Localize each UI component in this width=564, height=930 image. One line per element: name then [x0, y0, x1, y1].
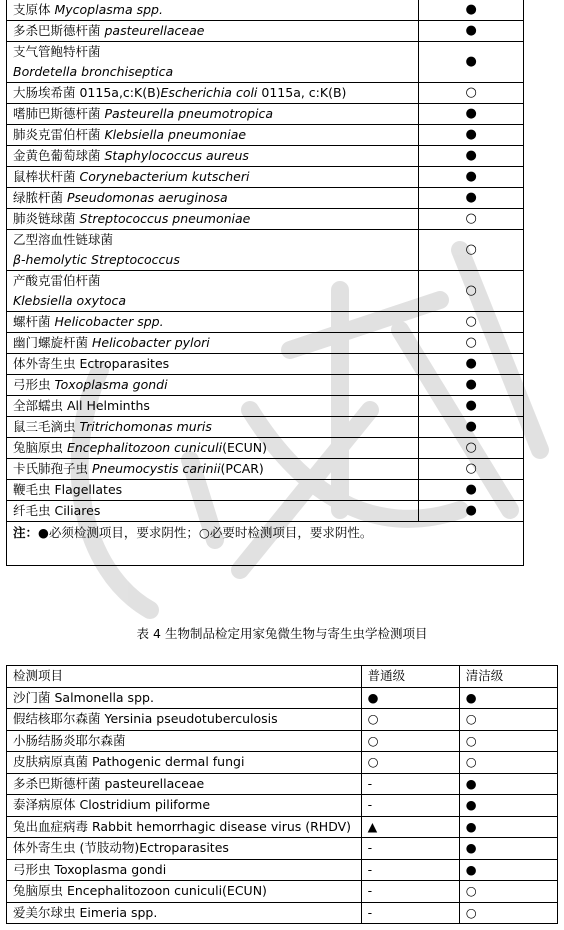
table-row	[7, 209, 524, 230]
chinese-name: 产酸克雷伯杆菌	[13, 273, 101, 288]
table-row	[7, 354, 524, 375]
clean-grade-mark: ○	[459, 730, 557, 752]
name-suffix: (PCAR)	[220, 461, 264, 476]
ordinary-grade-mark: -	[361, 859, 459, 881]
table-row	[7, 795, 558, 817]
table-row	[7, 709, 558, 731]
table-row	[7, 687, 558, 709]
table3-note	[7, 522, 524, 566]
test-item: 沙门菌 Salmonella spp.	[7, 687, 362, 709]
organism-name	[7, 396, 419, 417]
latin-name: Pasteurella pneumotropica	[104, 106, 274, 121]
requirement-mark: ○	[419, 459, 524, 480]
requirement-mark: ○	[419, 230, 524, 271]
organism-name	[7, 480, 419, 501]
organism-name	[7, 459, 419, 480]
table4-header-row	[7, 666, 558, 688]
requirement-mark: ●	[419, 0, 524, 21]
latin-name: Pseudomonas aeruginosa	[66, 190, 228, 205]
organism-name	[7, 42, 419, 83]
chinese-name: 多杀巴斯德杆菌	[13, 23, 105, 38]
chinese-name: 嗜肺巴斯德杆菌	[13, 106, 105, 121]
requirement-mark: ●	[419, 417, 524, 438]
latin-name: Staphylococcus aureus	[104, 148, 249, 163]
chinese-name: 大肠埃希菌 0115a,c:K(B)	[13, 85, 161, 100]
clean-grade-mark: ●	[459, 859, 557, 881]
clean-grade-mark: ○	[459, 902, 557, 924]
requirement-mark: ○	[419, 312, 524, 333]
chinese-name: 支原体	[13, 2, 55, 17]
table3-note-row	[7, 522, 524, 566]
clean-grade-mark: ○	[459, 752, 557, 774]
latin-name: β-hemolytic Streptococcus	[13, 252, 180, 267]
chinese-name: 金黄色葡萄球菌	[13, 148, 105, 163]
table-row	[7, 375, 524, 396]
chinese-name: 兔脑原虫	[13, 440, 67, 455]
organism-name	[7, 167, 419, 188]
organism-name	[7, 146, 419, 167]
table-row	[7, 21, 524, 42]
chinese-name: 鞭毛虫	[13, 482, 55, 497]
ordinary-grade-mark: ▲	[361, 816, 459, 838]
test-item: 兔脑原虫 Encephalitozoon cuniculi(ECUN)	[7, 881, 362, 903]
name-suffix: Ciliares	[54, 503, 101, 518]
requirement-mark: ○	[419, 83, 524, 104]
name-suffix: 0115a, c:K(B)	[257, 85, 347, 100]
table-row	[7, 104, 524, 125]
test-item: 假结核耶尔森菌 Yersinia pseudotuberculosis	[7, 709, 362, 731]
table-row	[7, 752, 558, 774]
name-suffix: Flagellates	[54, 482, 123, 497]
organism-name	[7, 354, 419, 375]
latin-name: Helicobacter spp.	[54, 314, 164, 329]
chinese-name: 绿脓杆菌	[13, 190, 67, 205]
organism-name	[7, 333, 419, 354]
table-row	[7, 730, 558, 752]
chinese-name: 弓形虫	[13, 377, 55, 392]
latin-name: Mycoplasma spp.	[54, 2, 163, 17]
clean-grade-mark: ○	[459, 881, 557, 903]
ordinary-grade-mark: ●	[361, 687, 459, 709]
test-item: 兔出血症病毒 Rabbit hemorrhagic disease virus (RHDV)	[7, 816, 362, 838]
table-row	[7, 312, 524, 333]
test-item: 多杀巴斯德杆菌 pasteurellaceae	[7, 773, 362, 795]
table-row	[7, 333, 524, 354]
clean-grade-mark: ●	[459, 816, 557, 838]
latin-name: Helicobacter pylori	[91, 335, 210, 350]
organism-name	[7, 438, 419, 459]
table4	[6, 665, 558, 924]
ordinary-grade-mark: -	[361, 881, 459, 903]
latin-name: Pneumocystis carinii	[91, 461, 221, 476]
clean-grade-mark: ○	[459, 709, 557, 731]
name-suffix: Ectroparasites	[79, 356, 170, 371]
organism-name	[7, 417, 419, 438]
table-row	[7, 902, 558, 924]
test-item: 爱美尔球虫 Eimeria spp.	[7, 902, 362, 924]
table-row	[7, 146, 524, 167]
ordinary-grade-mark: -	[361, 902, 459, 924]
latin-name: Klebsiella oxytoca	[13, 293, 127, 308]
table-row	[7, 859, 558, 881]
name-suffix: All Helminths	[66, 398, 150, 413]
table-row	[7, 188, 524, 209]
requirement-mark: ●	[419, 125, 524, 146]
table-row	[7, 417, 524, 438]
chinese-name: 鼠三毛滴虫	[13, 419, 80, 434]
table-row	[7, 42, 524, 83]
chinese-name: 纤毛虫	[13, 503, 55, 518]
clean-grade-mark: ●	[459, 838, 557, 860]
chinese-name: 鼠棒状杆菌	[13, 169, 80, 184]
chinese-name: 支气管鲍特杆菌	[13, 44, 101, 59]
latin-name: Bordetella bronchiseptica	[13, 64, 174, 79]
latin-name: Corynebacterium kutscheri	[79, 169, 250, 184]
requirement-mark: ●	[419, 188, 524, 209]
ordinary-grade-mark: ○	[361, 752, 459, 774]
latin-name: Streptococcus pneumoniae	[79, 211, 251, 226]
requirement-mark: ○	[419, 271, 524, 312]
clean-grade-mark: ●	[459, 687, 557, 709]
table-row	[7, 881, 558, 903]
chinese-name: 幽门螺旋杆菌	[13, 335, 92, 350]
requirement-mark: ●	[419, 167, 524, 188]
organism-name	[7, 209, 419, 230]
test-item: 小肠结肠炎耶尔森菌	[7, 730, 362, 752]
chinese-name: 体外寄生虫	[13, 356, 80, 371]
clean-grade-mark: ●	[459, 795, 557, 817]
requirement-mark: ●	[419, 146, 524, 167]
latin-name: Klebsiella pneumoniae	[104, 127, 247, 142]
table-row	[7, 438, 524, 459]
header-clean: 清洁级	[459, 666, 557, 688]
organism-name	[7, 125, 419, 146]
table-row	[7, 83, 524, 104]
requirement-mark: ○	[419, 209, 524, 230]
table-row	[7, 816, 558, 838]
latin-name: Tritrichomonas muris	[79, 419, 212, 434]
ordinary-grade-mark: ○	[361, 709, 459, 731]
requirement-mark: ○	[419, 438, 524, 459]
table-row	[7, 773, 558, 795]
requirement-mark: ●	[419, 42, 524, 83]
chinese-name: 肺炎克雷伯杆菌	[13, 127, 105, 142]
requirement-mark: ○	[419, 333, 524, 354]
table-row	[7, 501, 524, 522]
organism-name	[7, 104, 419, 125]
header-ordinary: 普通级	[361, 666, 459, 688]
test-item: 皮肤病原真菌 Pathogenic dermal fungi	[7, 752, 362, 774]
name-suffix: (ECUN)	[222, 440, 267, 455]
ordinary-grade-mark: -	[361, 773, 459, 795]
organism-name	[7, 21, 419, 42]
ordinary-grade-mark: -	[361, 795, 459, 817]
table-row	[7, 230, 524, 271]
table-row	[7, 167, 524, 188]
chinese-name: 卡氏肺孢子虫	[13, 461, 92, 476]
table-row	[7, 480, 524, 501]
chinese-name: 乙型溶血性链球菌	[13, 232, 114, 247]
requirement-mark: ●	[419, 501, 524, 522]
chinese-name: 肺炎链球菌	[13, 211, 80, 226]
table-row	[7, 838, 558, 860]
test-item: 弓形虫 Toxoplasma gondi	[7, 859, 362, 881]
organism-name	[7, 188, 419, 209]
requirement-mark: ●	[419, 354, 524, 375]
requirement-mark: ●	[419, 480, 524, 501]
table-row	[7, 271, 524, 312]
chinese-name: 全部蠕虫	[13, 398, 67, 413]
table-row	[7, 125, 524, 146]
clean-grade-mark: ●	[459, 773, 557, 795]
organism-name	[7, 271, 419, 312]
table-row	[7, 0, 524, 21]
note-label: 注：	[13, 525, 39, 540]
requirement-mark: ●	[419, 104, 524, 125]
header-item: 检测项目	[7, 666, 362, 688]
latin-name: pasteurellaceae	[104, 23, 205, 38]
latin-name: Toxoplasma gondi	[54, 377, 168, 392]
organism-name	[7, 375, 419, 396]
organism-name	[7, 312, 419, 333]
organism-name	[7, 0, 419, 21]
requirement-mark: ●	[419, 375, 524, 396]
latin-name: Encephalitozoon cuniculi	[66, 440, 223, 455]
table3-continued	[6, 0, 524, 566]
table-row	[7, 396, 524, 417]
ordinary-grade-mark: -	[361, 838, 459, 860]
test-item: 体外寄生虫 (节肢动物)Ectroparasites	[7, 838, 362, 860]
ordinary-grade-mark: ○	[361, 730, 459, 752]
organism-name	[7, 83, 419, 104]
table-row	[7, 459, 524, 480]
organism-name	[7, 501, 419, 522]
latin-name: Escherichia coli	[160, 85, 258, 100]
note-text: ●必须检测项目，要求阴性；○必要时检测项目，要求阴性。	[38, 525, 373, 540]
requirement-mark: ●	[419, 396, 524, 417]
chinese-name: 螺杆菌	[13, 314, 55, 329]
table4-caption: 表 4 生物制品检定用家兔微生物与寄生虫学检测项目	[136, 626, 428, 641]
test-item: 泰泽病原体 Clostridium piliforme	[7, 795, 362, 817]
requirement-mark: ●	[419, 21, 524, 42]
organism-name	[7, 230, 419, 271]
